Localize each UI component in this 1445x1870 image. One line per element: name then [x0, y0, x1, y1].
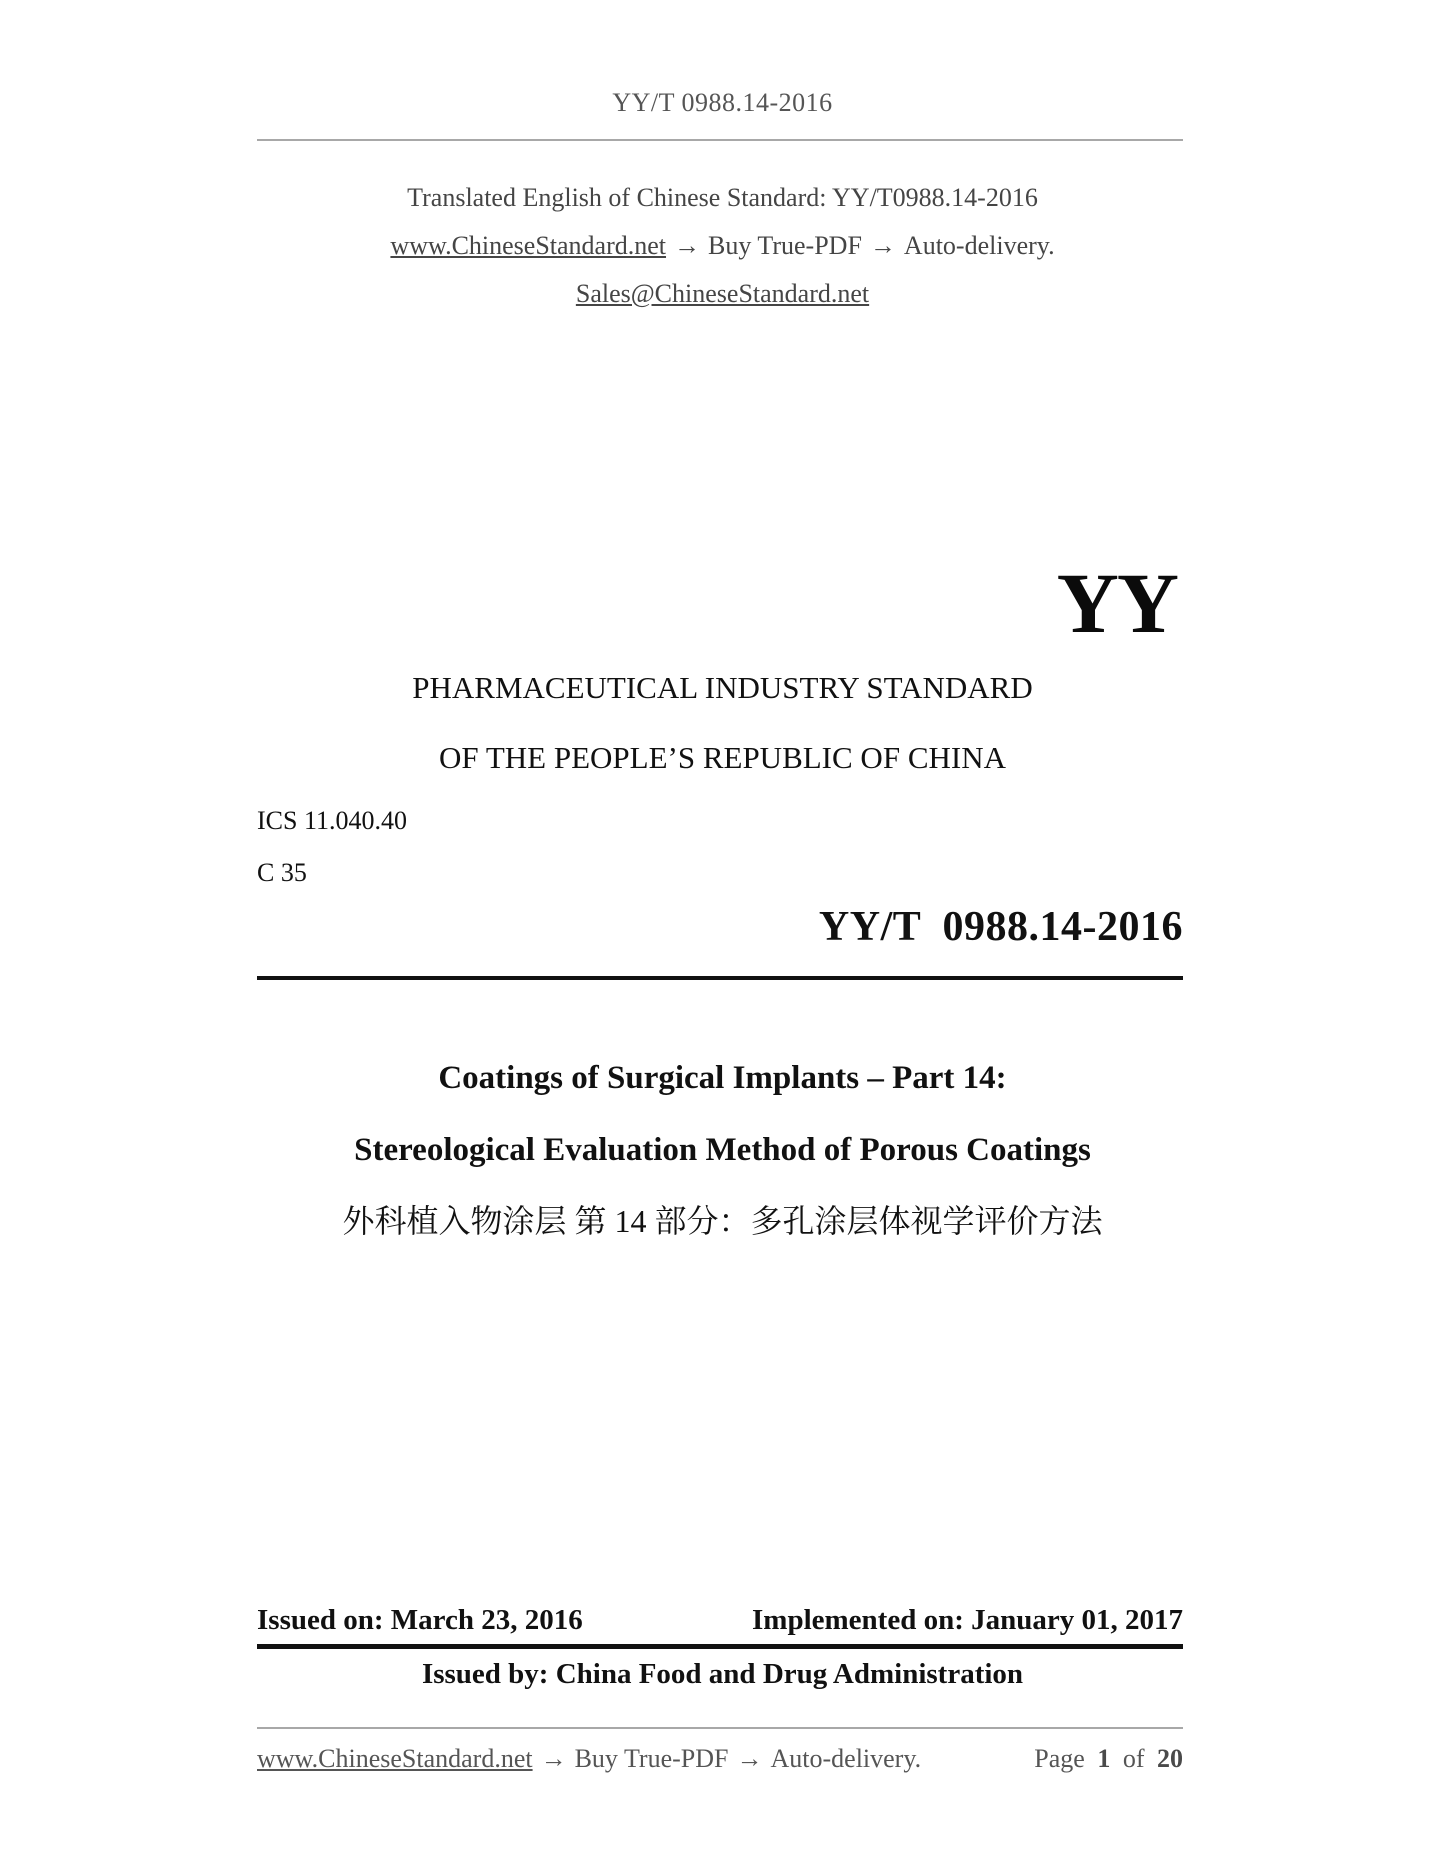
standard-type-line-1: PHARMACEUTICAL INDUSTRY STANDARD: [412, 670, 1033, 705]
page-current-number: 1: [1097, 1744, 1111, 1773]
issued-on-date: Issued on: March 23, 2016: [257, 1604, 583, 1636]
right-arrow-icon: →: [540, 1744, 567, 1773]
auto-delivery-text: Auto-delivery.: [903, 231, 1055, 260]
standard-type-line-2: OF THE PEOPLE’S REPUBLIC OF CHINA: [439, 740, 1006, 775]
page-footer: [257, 1744, 1183, 1774]
right-arrow-icon: →: [736, 1744, 763, 1773]
translated-standard-line: Translated English of Chinese Standard: YY/T0988.14-2016: [407, 183, 1038, 212]
standard-number-divider-line: [257, 976, 1183, 980]
purchase-info-line: [0, 231, 1445, 261]
footer-auto-delivery-text: Auto-delivery.: [770, 1744, 922, 1773]
running-header-doc-code: YY/T 0988.14-2016: [612, 88, 833, 117]
page-label: Page: [1034, 1744, 1085, 1773]
buy-true-pdf-text: Buy True-PDF: [708, 231, 862, 260]
page-indicator: [1028, 1744, 1183, 1774]
issuance-dates-row: [257, 1604, 1183, 1637]
implemented-on-date: Implemented on: January 01, 2017: [752, 1604, 1183, 1636]
classification-code: C 35: [257, 858, 307, 887]
issuance-divider-line: [257, 1644, 1183, 1649]
sales-email-link[interactable]: Sales@ChineseStandard.net: [575, 279, 870, 308]
page-total-number: 20: [1157, 1744, 1183, 1773]
publisher-logo: YY: [1056, 555, 1177, 651]
standard-number: YY/T 0988.14-2016: [818, 904, 1183, 950]
title-english-line-2: Stereological Evaluation Method of Porous Coatings: [354, 1132, 1091, 1168]
footer-purchase-info: [257, 1744, 921, 1774]
footer-website-link[interactable]: www.ChineseStandard.net: [257, 1744, 533, 1773]
sales-email-line: [0, 279, 1445, 309]
right-arrow-icon: →: [869, 231, 896, 260]
header-divider-line: [257, 139, 1183, 141]
website-link[interactable]: www.ChineseStandard.net: [390, 231, 667, 260]
footer-divider-line: [257, 1727, 1183, 1729]
issued-by-line: Issued by: China Food and Drug Administration: [421, 1658, 1024, 1690]
title-chinese: 外科植入物涂层 第 14 部分：多孔涂层体视学评价方法: [342, 1203, 1103, 1239]
title-english-line-1: Coatings of Surgical Implants – Part 14:: [438, 1060, 1007, 1096]
page-of-label: of: [1122, 1744, 1145, 1773]
footer-buy-true-pdf-text: Buy True-PDF: [574, 1744, 729, 1773]
ics-code: ICS 11.040.40: [257, 806, 407, 835]
right-arrow-icon: →: [674, 231, 701, 260]
